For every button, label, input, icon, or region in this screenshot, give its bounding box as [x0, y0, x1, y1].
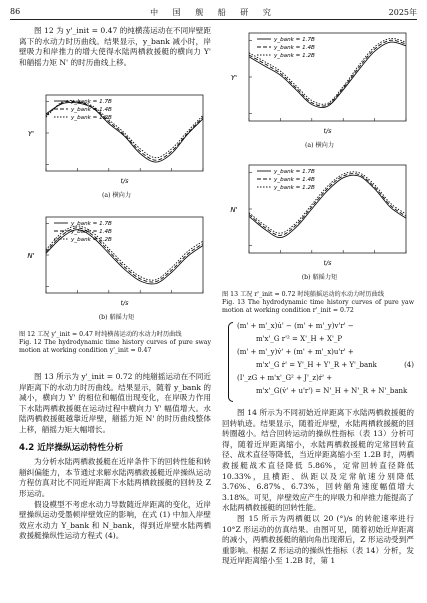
series-line-3 — [46, 226, 203, 280]
y-axis-label: Y' — [27, 130, 35, 138]
header-rule — [10, 19, 417, 20]
legend-label: y_bank = 1.2B — [274, 53, 315, 60]
series-line-3 — [249, 172, 406, 233]
fig12b-label: (b) 艏摇力矩 — [98, 314, 135, 321]
equation-brace — [228, 322, 233, 402]
fig12-caption-cn: 图 12 工况 y'_init = 0.47 时纯横荡运动的水动力时历曲线 — [19, 331, 182, 338]
series-line-2 — [249, 40, 406, 106]
x-axis-label: t/s — [120, 177, 129, 185]
legend-label: y_bank = 1.7B — [274, 169, 315, 176]
legend-label: y_bank = 1.4B — [71, 229, 112, 236]
y-axis-label: N' — [27, 252, 35, 260]
series-line-2 — [46, 101, 203, 160]
equation-intro-paragraph: 假设模型不考虑水动力导数随近岸距离的变化，近岸壁操纵运动受墨顿岸壁效应的影响，在式 (1) 中加入岸壁效应水动力 Y_bank 和 N_bank，得到近岸壁水陆两栖救援艇操纵性运动方程式 (4)。 — [19, 499, 211, 541]
legend-label: y_bank = 1.4B — [71, 107, 112, 114]
legend-label: y_bank = 1.7B — [274, 37, 315, 44]
section-heading: 4.2 近岸操纵运动特性分析 — [19, 442, 124, 453]
plot-frame — [46, 217, 203, 293]
plot-frame — [249, 165, 406, 253]
series-line-3 — [249, 38, 406, 104]
series-line-3 — [46, 101, 203, 158]
series-line-1 — [46, 102, 203, 162]
equation-line-2: m'x'_G r'² = X'_H + X'_P — [256, 335, 343, 343]
x-axis-label: t/s — [120, 299, 129, 307]
bank-maneuver-paragraph: 为分析水陆两栖救援艇在近岸条件下的回转性能和转艏纠偏能力，本节通过求解水陆两栖救援艇近岸操纵运动方程仿真对比不同近岸距离下水陆两栖救援艇的回转及 Z 形运动。 — [19, 457, 211, 498]
x-axis-label: t/s — [323, 127, 332, 135]
equation-line-6: m'x'_G(v̇' + u'r') = N'_H + N'_R + N'_bank — [256, 387, 408, 395]
equation-number: (4) — [404, 361, 414, 369]
turning-paragraph: 图 14 所示为不同初始近岸距离下水陆两栖救援艇的回转轨迹。结果显示，随着近岸壁，水陆两栖救援艇的回转圈越小。结合回转运动的操纵性指标（表 13）分析可得，随着近岸距离缩小，水陆两栖救援艇的定常回转直径、战术直径等降低，当近岸距离缩小至 1.2B 时，两栖救援艇战术直径降低 5.86%，定常回转直径降低 10.33%，且横距、纵距以及定常航速分别降低 3.76%、6.87%、6.73%，回转艏角速度幅值增大 3.18%。可见，岸壁效应产生的岸吸力和岸推力能提高了水陆两栖救援艇的回转性能。 — [222, 408, 414, 513]
fig13a-label: (a) 横向力 — [304, 142, 335, 149]
running-header — [10, 7, 417, 19]
equation-line-5: (I'_zG + m'x'_G² + J'_z)ṙ' + — [237, 374, 333, 382]
equation-line-3: (m' + m'_y)v̇' + (m' + m'_x)u'r' + — [237, 348, 354, 356]
legend-label: y_bank = 1.2B — [71, 237, 112, 244]
zigzag-paragraph: 图 15 所示为两栖艇以 20 (°)/s 的转舵速率进行 10°Z 形运动的仿真结果。由图可见，随着初始近岸距离的减小，两栖救援艇的艏向角出现滞后，Z 形运动受到严重影响。根据 Z 形运动的操纵性指标（表 14）分析，发现近岸距离缩小至 1.2B 时，第 1 — [222, 513, 414, 566]
page-number: 86 — [10, 7, 21, 16]
fig12-caption-en: Fig. 12 The hydrodynamic time history curves of pure sway motion at working condition y'_init = 0.47 — [19, 339, 211, 354]
legend-label: y_bank = 1.2B — [274, 185, 315, 192]
y-axis-label: Y' — [230, 74, 238, 82]
fig12-caption — [19, 331, 211, 355]
equation-line-4: m'x'_G ṙ' = Y'_H + Y'_R + Y'_bank — [256, 361, 377, 369]
series-line-2 — [249, 174, 406, 236]
left-body — [19, 372, 211, 542]
right-body — [222, 408, 414, 567]
fig12a-plot — [24, 90, 209, 186]
series-line-1 — [249, 42, 406, 108]
series-line-1 — [46, 230, 203, 284]
series-line-1 — [249, 175, 406, 237]
legend-label: y_bank = 1.7B — [71, 99, 112, 106]
fig12b-plot — [24, 212, 209, 308]
fig13-caption-en: Fig. 13 The hydrodynamic time history curves of pure yaw motion at working condition r'_init = 0.72 — [222, 299, 414, 314]
journal-title: 中 国 舰 船 研 究 — [150, 8, 277, 17]
legend-label: y_bank = 1.7B — [71, 221, 112, 228]
fig12a-label: (a) 横向力 — [101, 192, 132, 199]
fig13b-plot — [227, 160, 412, 268]
equation-line-1: (m' + m'_x)u̇' − (m' + m'_y)v'r' − — [237, 322, 354, 330]
series-line-2 — [46, 228, 203, 282]
fig13a-plot — [227, 28, 412, 136]
plot-frame — [249, 33, 406, 121]
intro-paragraph: 图 12 为 y'_init = 0.47 的纯横荡运动在不同岸壁距离下的水动力时历曲线。结果显示，y_bank 减小时，岸壁吸力和岸推力的增大使得水陆两栖救援艇的横向力 Y' 和艏摇力矩 N' 的时历曲线上移。 — [19, 26, 211, 67]
fig13-discussion: 图 13 所示为 y'_init = 0.72 的纯艏摇运动在不同近岸距离下的水动力时历曲线。结果显示，随着 y_bank 的减小，横向力 Y' 的相位和幅值出现变化，在岸吸力作用下水陆两栖救援艇在运动过程中横向力 Y' 幅值增大。水陆两栖救援艇越靠近岸壁，艏摇力矩 N' 的时历曲线整体上移，艏摇力矩大幅增长。 — [19, 372, 211, 434]
plot-frame — [46, 95, 203, 171]
issue-year: 2025年 — [388, 8, 417, 17]
fig13-caption-cn: 图 13 工况 r'_init = 0.72 时纯艏摇运动的水动力时历曲线 — [222, 291, 385, 298]
fig13b-label: (b) 艏摇力矩 — [301, 274, 338, 281]
y-axis-label: N' — [230, 206, 238, 214]
legend-label: y_bank = 1.4B — [274, 177, 315, 184]
legend-label: y_bank = 1.4B — [274, 45, 315, 52]
legend-label: y_bank = 1.2B — [71, 115, 112, 122]
x-axis-label: t/s — [323, 259, 332, 267]
left-column — [19, 26, 211, 68]
fig13-caption — [222, 291, 414, 315]
motion-equations — [222, 320, 414, 404]
